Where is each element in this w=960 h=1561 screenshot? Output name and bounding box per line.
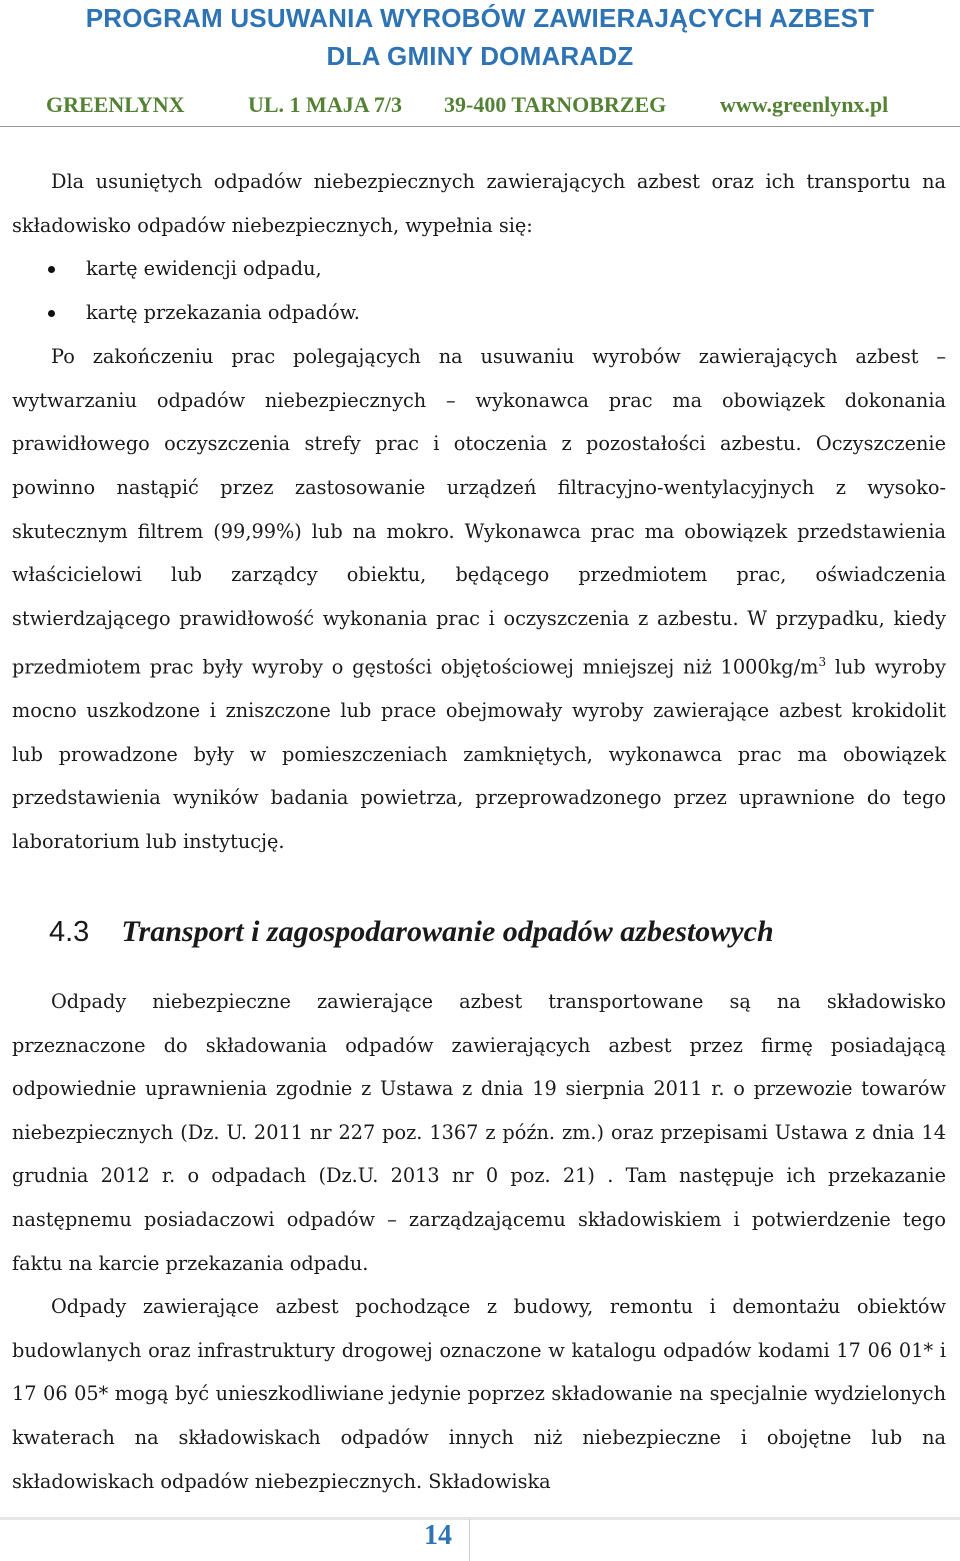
header-company: GREENLYNX	[46, 92, 185, 117]
page-number: 14	[424, 1520, 452, 1551]
body-text-block	[12, 160, 946, 864]
list-item: kartę ewidencji odpadu,	[12, 247, 946, 291]
header-divider	[0, 126, 960, 127]
bullet-icon	[48, 310, 55, 317]
section-title: Transport i zagospodarowanie odpadów azbestowych	[121, 915, 774, 948]
section-heading	[49, 915, 774, 949]
header-street: UL. 1 MAJA 7/3	[248, 92, 402, 117]
cleanup-paragraph: Po zakończeniu prac polegających na usuwaniu wyrobów zawierających azbest – wytwarzaniu odpadów niebezpiecznych – wykonawca prac ma obowiązek dokonania prawidłowego oczyszczenia strefy prac i otoczenia z pozostałości azbestu. Oczyszczenie powinno nastąpić przez zastosowanie urządzeń filtracyjno-wentylacyjnych z wysoko-skutecznym filtrem (99,99%) lub na mokro. Wykonawca prac ma obowiązek przedstawienia właścicielowi lub zarządcy obiektu, będącego przedmiotem prac, oświadczenia stwierdzającego prawidłowość wykonania prac i oczyszczenia z azbestu. W przypadku, kiedy przedmiotem prac były wyroby o gęstości objętościowej mniejszej niż $1000kg/m^3$ lub wyroby mocno uszkodzone i zniszczone lub prace obejmowały wyroby zawierające azbest krokidolit lub prowadzone były w pomieszczeniach zamkniętych, wykonawca prac ma obowiązek przedstawienia wyników badania powietrza, przeprowadzonego przez uprawnione do tego laboratorium lub instytucję.	[12, 344, 946, 853]
section-number: 4.3	[49, 916, 90, 948]
document-list	[12, 247, 946, 334]
footer-divider	[0, 1517, 960, 1520]
intro-paragraph: Dla usuniętych odpadów niebezpiecznych zawierających azbest oraz ich transportu na składowisko odpadów niebezpiecznych, wypełnia się:	[12, 170, 946, 237]
page-header	[0, 0, 960, 128]
footer-separator	[469, 1519, 470, 1561]
disposal-paragraph: Odpady zawierające azbest pochodzące z budowy, remontu i demontażu obiektów budowlanych oraz infrastruktury drogowej oznaczone w katalogu odpadów kodami 17 06 01* i 17 06 05* mogą być unieszkodliwiane jedynie poprzez składowanie na specjalnie wydzielonych kwaterach na składowiskach odpadów innych niż niebezpieczne i obojętne lub na składowiskach odpadów niebezpiecznych. Składowiska	[12, 1295, 946, 1493]
header-website[interactable]: www.greenlynx.pl	[720, 92, 889, 117]
header-title-line2: DLA GMINY DOMARADZ	[326, 41, 634, 71]
section-body	[12, 980, 946, 1503]
list-item: kartę przekazania odpadów.	[12, 291, 946, 335]
header-city: 39-400 TARNOBRZEG	[444, 92, 667, 117]
bullet-icon	[48, 266, 55, 273]
header-title-line1: PROGRAM USUWANIA WYROBÓW ZAWIERAJĄCYCH AZBEST	[85, 3, 875, 33]
transport-paragraph: Odpady niebezpieczne zawierające azbest transportowane są na składowisko przeznaczone do składowania odpadów zawierających azbest przez firmę posiadającą odpowiednie uprawnienia zgodnie z Ustawa z dnia 19 sierpnia 2011 r. o przewozie towarów niebezpiecznych (Dz. U. 2011 nr 227 poz. 1367 z późn. zm.) oraz przepisami Ustawa z dnia 14 grudnia 2012 r. o odpadach (Dz.U. 2013 nr 0 poz. 21) . Tam następuje ich przekazanie następnemu posiadaczowi odpadów – zarządzającemu składowiskiem i potwierdzenie tego faktu na karcie przekazania odpadu.	[12, 990, 946, 1275]
